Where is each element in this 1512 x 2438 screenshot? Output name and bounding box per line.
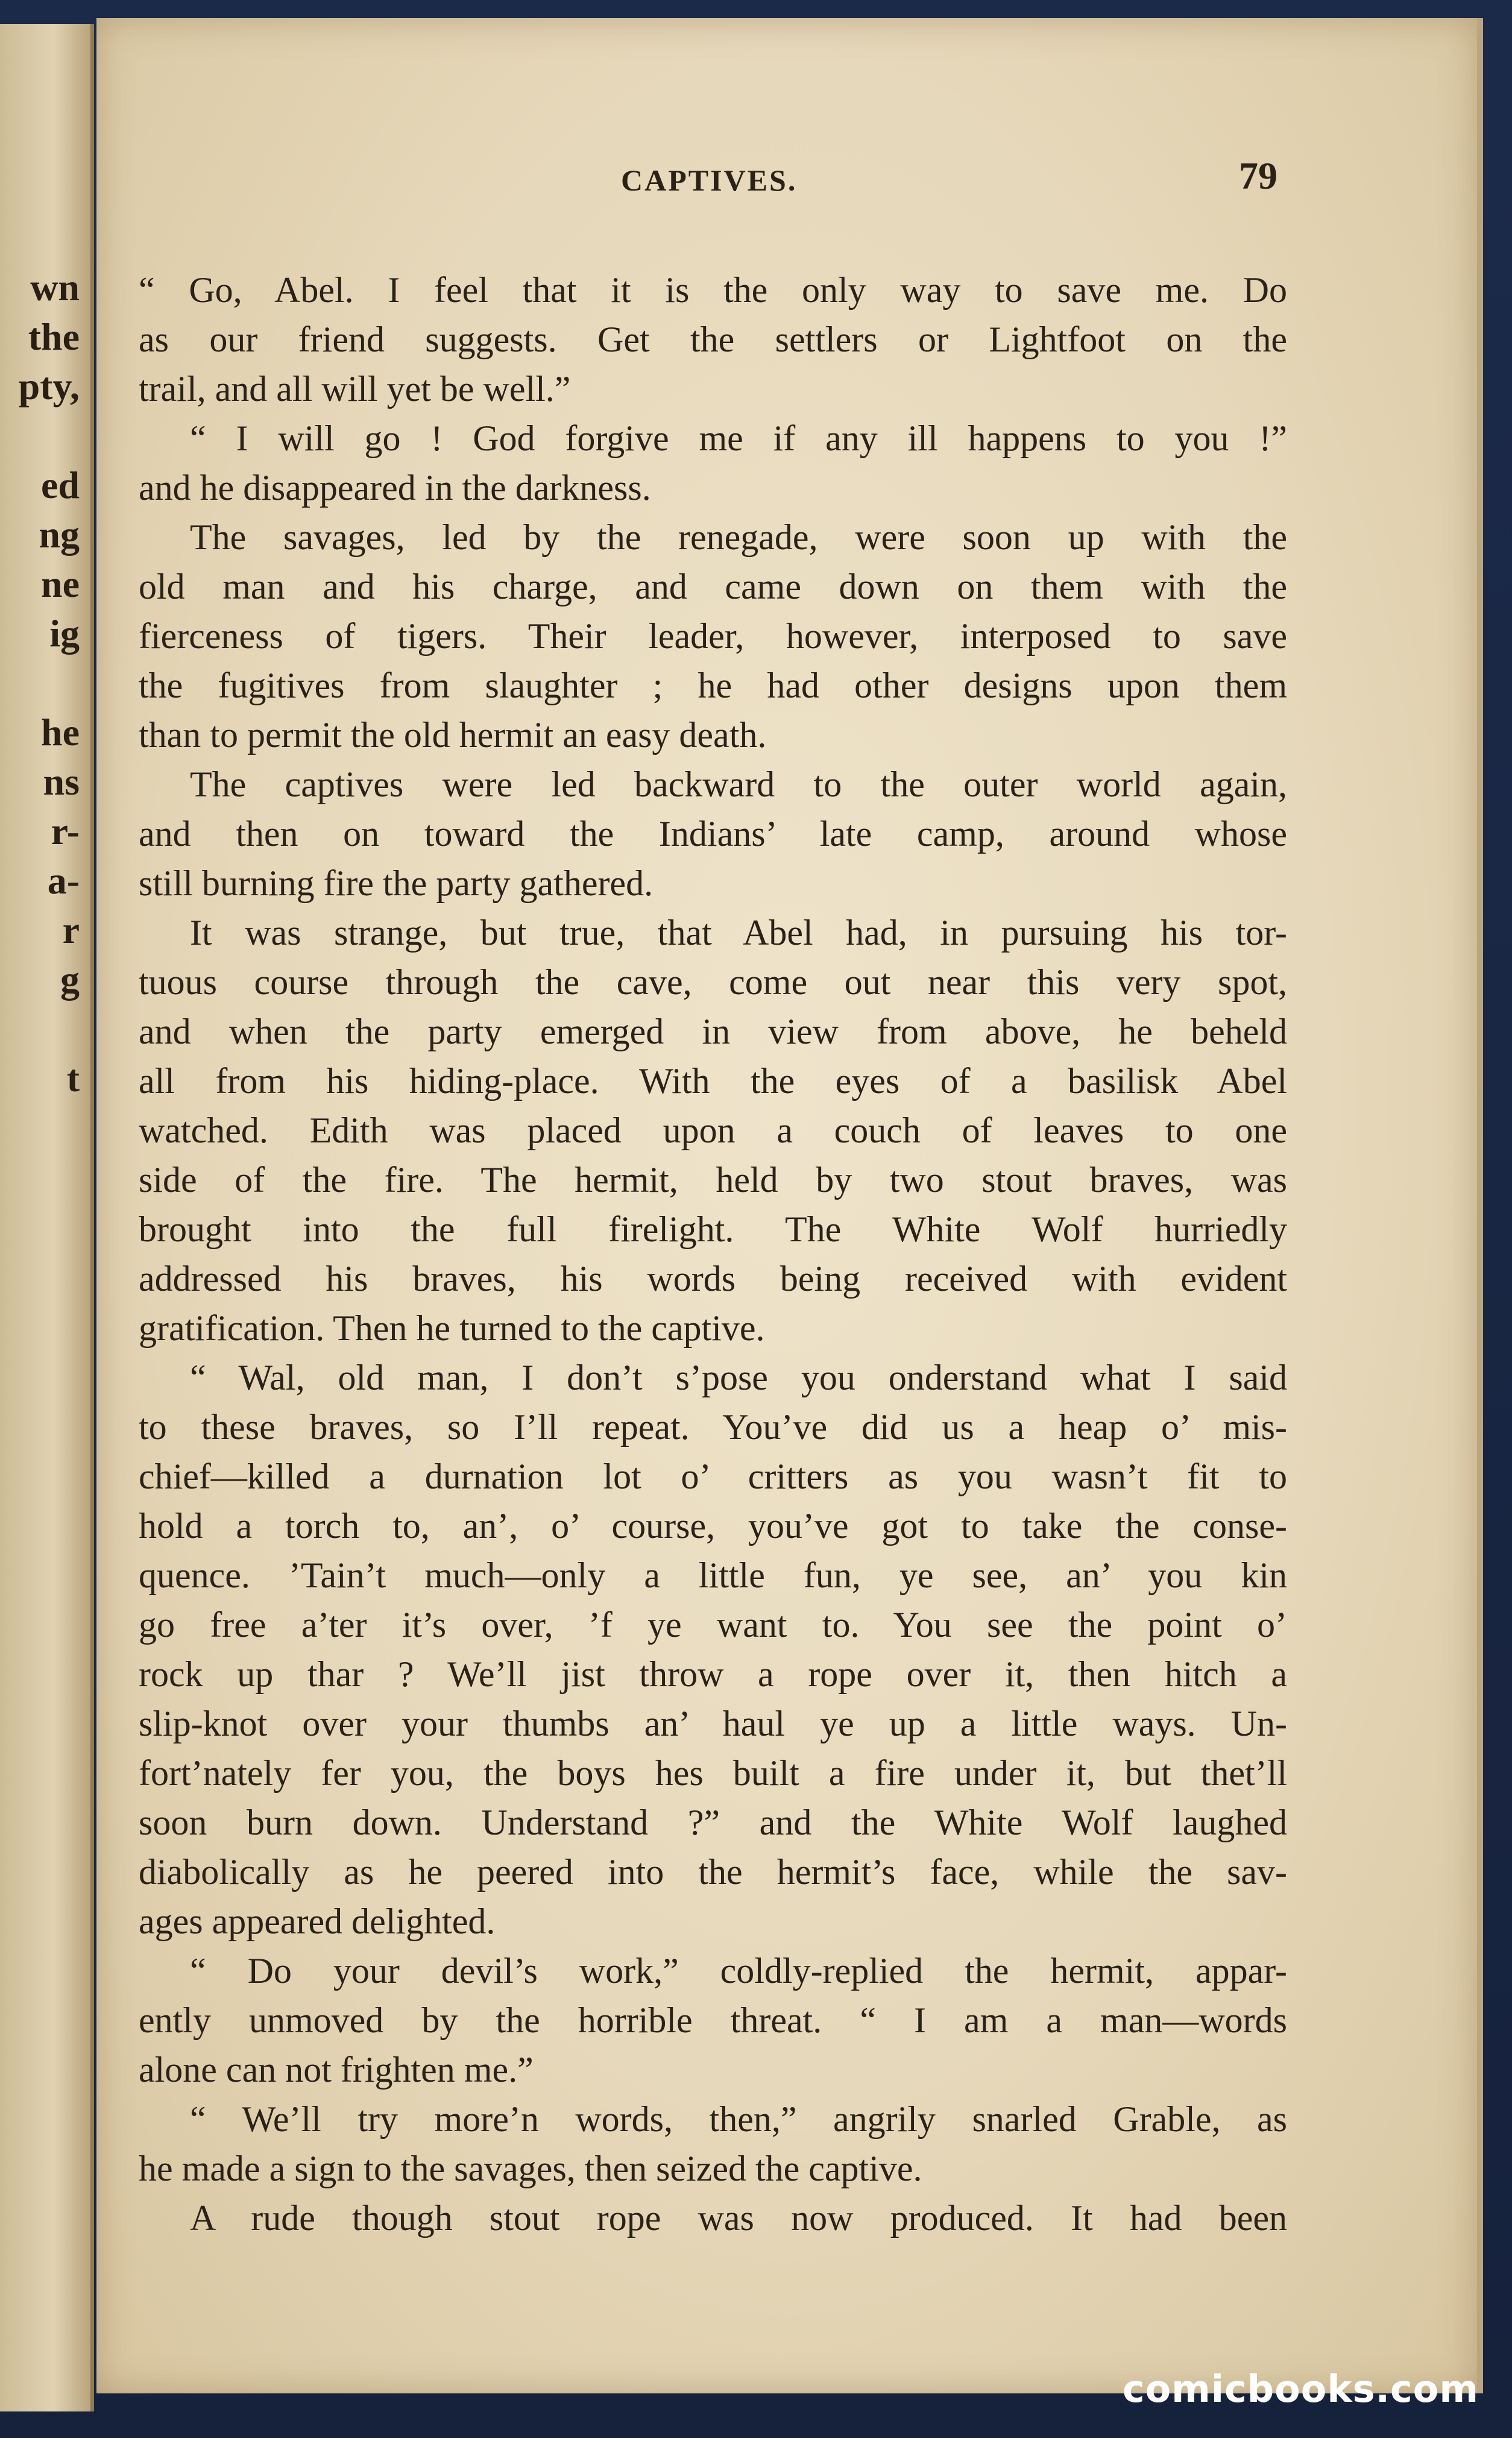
text-line: “ Do your devil’s work,” coldly-replied the hermit, appar- (190, 1951, 1287, 1991)
previous-page-fragment: ng (39, 513, 80, 556)
text-line: It was strange, but true, that Abel had, in pursuing his tor- (190, 913, 1287, 953)
text-line: watched. Edith was placed upon a couch of leaves to one (139, 1110, 1287, 1150)
previous-page-fragment: pty, (18, 365, 80, 408)
running-head: CAPTIVES. (621, 163, 798, 197)
previous-page-fragment: ne (41, 562, 80, 605)
text-line: alone can not frighten me.” (139, 2050, 534, 2090)
previous-page-edge (0, 24, 94, 2411)
text-line: ently unmoved by the horrible threat. “ I am a man—words (139, 2000, 1287, 2040)
watermark: comicbooks.com (1122, 2367, 1479, 2411)
text-line: fierceness of tigers. Their leader, however, interposed to save (139, 616, 1287, 656)
previous-page-fragment: he (41, 711, 80, 754)
text-line: as our friend suggests. Get the settlers or Lightfoot on the (139, 320, 1287, 359)
body-text (139, 265, 1287, 2243)
text-line: all from his hiding-place. With the eyes of a basilisk Abel (139, 1061, 1287, 1101)
previous-page-fragment: ns (43, 760, 80, 803)
text-line: “ Go, Abel. I feel that it is the only way to save me. Do (139, 270, 1287, 310)
text-line: ages appeared delighted. (139, 1901, 496, 1941)
previous-page-fragment: a- (47, 859, 80, 902)
text-line: “ Wal, old man, I don’t s’pose you onderstand what I said (190, 1358, 1287, 1397)
text-line: The savages, led by the renegade, were soon up with the (190, 517, 1287, 557)
text-line: gratification. Then he turned to the captive. (139, 1308, 765, 1348)
text-line: tuous course through the cave, come out near this very spot, (139, 962, 1287, 1002)
text-line: and then on toward the Indians’ late camp, around whose (139, 814, 1287, 854)
text-line: chief—killed a durnation lot o’ critters as you wasn’t fit to (139, 1457, 1287, 1496)
text-line: The captives were led backward to the outer world again, (190, 764, 1287, 804)
text-line: diabolically as he peered into the hermit’s face, while the sav- (139, 1852, 1287, 1892)
text-line: trail, and all will yet be well.” (139, 369, 571, 409)
previous-page-fragment: r- (51, 810, 80, 852)
text-line: old man and his charge, and came down on them with the (139, 567, 1287, 606)
previous-page-fragment: the (28, 315, 80, 358)
text-line: to these braves, so I’ll repeat. You’ve did us a heap o’ mis- (139, 1407, 1287, 1447)
text-line: the fugitives from slaughter ; he had other designs upon them (139, 666, 1287, 705)
text-line: slip-knot over your thumbs an’ haul ye up a little ways. Un- (139, 1704, 1287, 1743)
text-line: he made a sign to the savages, then seized the captive. (139, 2149, 922, 2188)
text-line: than to permit the old hermit an easy death. (139, 715, 767, 755)
text-line: fort’nately fer you, the boys hes built a fire under it, but thet’ll (139, 1753, 1287, 1793)
text-line: hold a torch to, an’, o’ course, you’ve got to take the conse- (139, 1506, 1287, 1546)
previous-page-fragment: ed (41, 464, 80, 506)
text-line: A rude though stout rope was now produced. It had been (190, 2198, 1287, 2238)
previous-page-fragment: wn (30, 266, 80, 309)
text-line: and when the party emerged in view from above, he beheld (139, 1012, 1287, 1051)
text-line: quence. ’Tain’t much—only a little fun, ye see, an’ you kin (139, 1555, 1287, 1595)
previous-page-fragment: t (66, 1057, 80, 1100)
text-line: soon burn down. Understand ?” and the White Wolf laughed (139, 1803, 1287, 1842)
text-line: side of the fire. The hermit, held by two stout braves, was (139, 1160, 1287, 1200)
previous-page-fragment: ig (49, 612, 80, 655)
previous-page-fragment: r (62, 909, 80, 951)
text-line: rock up thar ? We’ll jist throw a rope over it, then hitch a (139, 1654, 1287, 1694)
text-line: still burning fire the party gathered. (139, 863, 654, 903)
book-page (96, 18, 1483, 2393)
text-line: “ I will go ! God forgive me if any ill happens to you !” (190, 418, 1287, 458)
text-line: addressed his braves, his words being received with evident (139, 1259, 1287, 1299)
text-line: and he disappeared in the darkness. (139, 468, 651, 508)
page-number: 79 (1239, 154, 1277, 197)
text-line: brought into the full firelight. The White Wolf hurriedly (139, 1209, 1287, 1249)
previous-page-fragment: g (60, 958, 80, 1001)
text-line: “ We’ll try more’n words, then,” angrily snarled Grable, as (190, 2099, 1287, 2139)
text-line: go free a’ter it’s over, ’f ye want to. You see the point o’ (139, 1605, 1287, 1645)
